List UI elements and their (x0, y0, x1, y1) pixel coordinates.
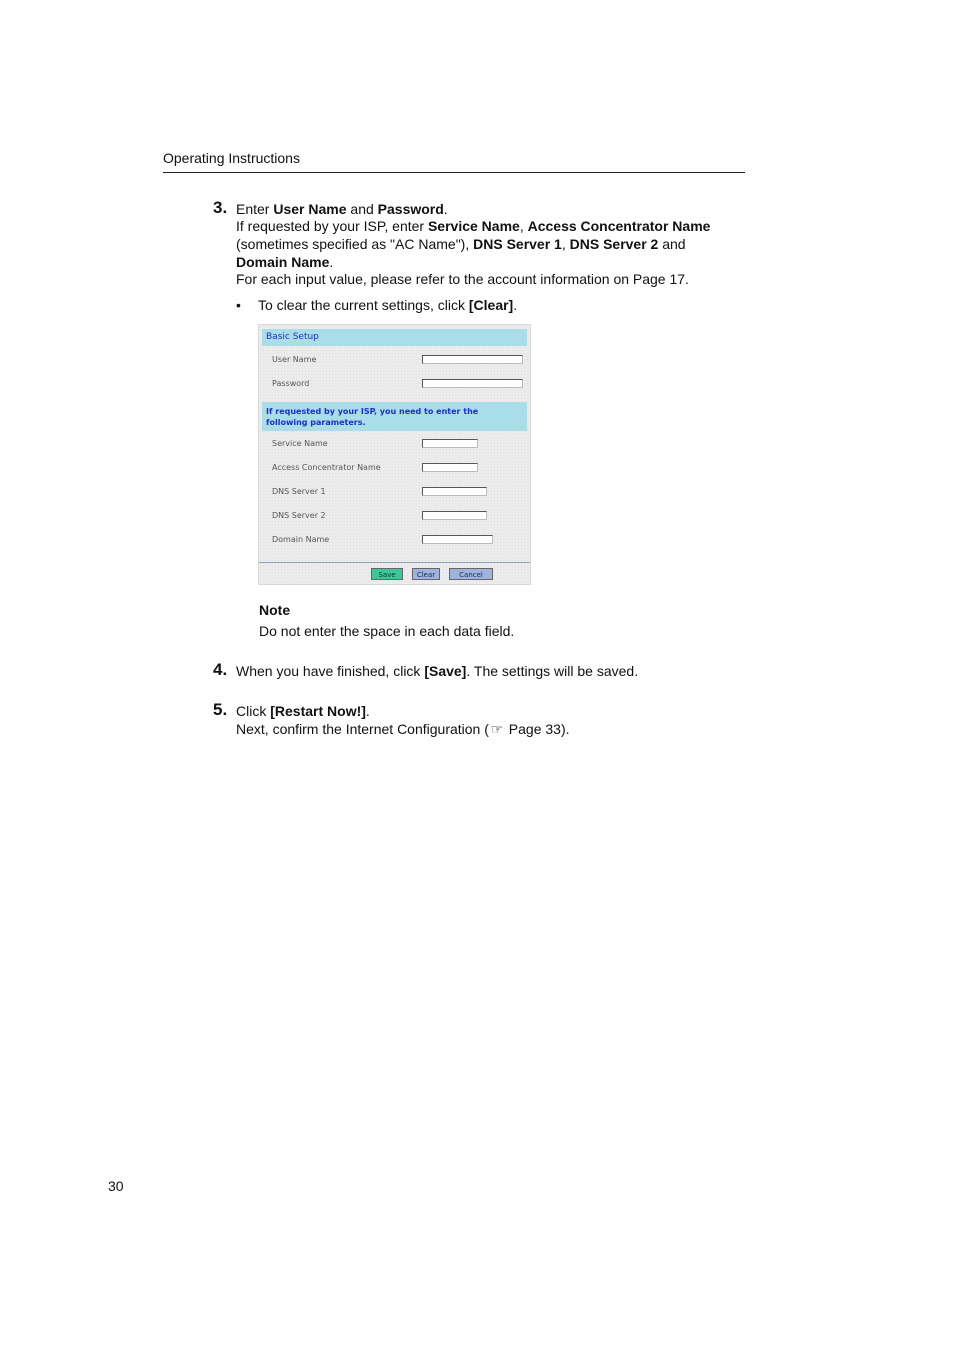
step3-line3: (sometimes specified as "AC Name"), DNS Server 1, DNS Server 2 and (236, 236, 686, 252)
running-header: Operating Instructions (163, 150, 300, 166)
service-name-label: Service Name (272, 439, 328, 448)
clear-button[interactable]: Clear (412, 568, 440, 580)
isp-parameters-note (262, 402, 527, 431)
user-name-input[interactable] (422, 355, 523, 364)
step-number-5: 5. (213, 700, 228, 719)
pointing-hand-icon: ☞ (490, 721, 504, 737)
dns-server-2-input[interactable] (422, 511, 487, 520)
user-name-label: User Name (272, 355, 317, 364)
password-input[interactable] (422, 379, 523, 388)
basic-setup-header: Basic Setup (262, 329, 527, 346)
step5-line2: Next, confirm the Internet Configuration ( ☞ Page 33). (236, 721, 570, 737)
page-number: 30 (108, 1178, 124, 1194)
header-rule (163, 172, 745, 173)
isp-note-line1: If requested by your ISP, you need to enter the (266, 407, 479, 416)
dns-server-1-input[interactable] (422, 487, 487, 496)
isp-note-line2: following parameters. (266, 418, 366, 427)
domain-name-input[interactable] (422, 535, 493, 544)
note-title: Note (259, 602, 291, 618)
step-number-3: 3. (213, 198, 228, 217)
ac-name-label: Access Concentrator Name (272, 463, 381, 472)
note-text: Do not enter the space in each data field. (259, 623, 515, 639)
domain-name-label: Domain Name (272, 535, 330, 544)
service-name-input[interactable] (422, 439, 478, 448)
button-separator (259, 562, 530, 563)
step3-line4: Domain Name. (236, 254, 334, 270)
dns-server-2-label: DNS Server 2 (272, 511, 326, 520)
step3-line2: If requested by your ISP, enter Service Name, Access Concentrator Name (236, 218, 711, 234)
step5-line1: Click [Restart Now!]. (236, 703, 370, 719)
clear-bullet-text: To clear the current settings, click [Clear]. (258, 297, 518, 313)
basic-setup-screenshot (258, 324, 531, 585)
step3-line5: For each input value, please refer to the account information on Page 17. (236, 271, 689, 287)
save-button[interactable]: Save (371, 568, 403, 580)
bullet-marker: • (236, 297, 241, 313)
dns-server-1-label: DNS Server 1 (272, 487, 326, 496)
step-number-4: 4. (213, 660, 228, 679)
password-label: Password (272, 379, 310, 388)
step3-line1: Enter User Name and Password. (236, 201, 448, 217)
ac-name-input[interactable] (422, 463, 478, 472)
cancel-button[interactable]: Cancel (449, 568, 493, 580)
step4-text: When you have finished, click [Save]. The settings will be saved. (236, 663, 639, 679)
